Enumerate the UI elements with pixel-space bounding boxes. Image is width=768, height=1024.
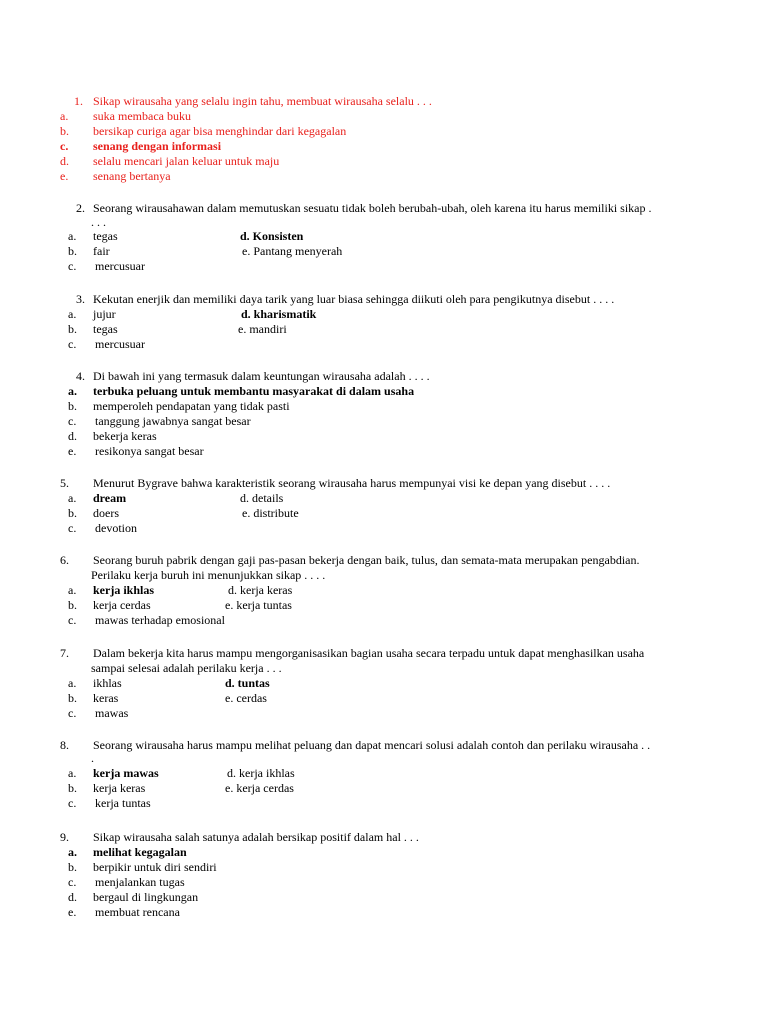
option-letter: d.: [68, 429, 77, 443]
option-text: tegas: [93, 229, 118, 243]
option-text: berpikir untuk diri sendiri: [93, 860, 217, 874]
question-number: 4.: [76, 369, 85, 383]
question-number: 6.: [60, 553, 69, 567]
question-number: 3.: [76, 292, 85, 306]
question-1: [60, 94, 700, 184]
question-8: [60, 738, 700, 811]
option-text-answer: kerja mawas: [93, 766, 159, 780]
option-letter: a.: [60, 109, 69, 123]
option-letter: a.: [68, 307, 77, 321]
option-letter: d.: [68, 890, 77, 904]
option-text: menjalankan tugas: [95, 875, 185, 889]
option-text: memperoleh pendapatan yang tidak pasti: [93, 399, 290, 413]
option-text: mawas: [95, 706, 129, 720]
question-text: Sikap wirausaha yang selalu ingin tahu, membuat wirausaha selalu . . .: [93, 94, 432, 108]
option-text: suka membaca buku: [93, 109, 191, 123]
option-text: fair: [93, 244, 110, 258]
question-2: [60, 201, 700, 274]
option-letter: b.: [68, 506, 77, 520]
question-text: Seorang wirausaha harus mampu melihat peluang dan dapat mencari solusi adalah contoh dan perilaku wirausaha . .: [93, 738, 651, 752]
option-text-answer: d. Konsisten: [240, 229, 304, 243]
option-text: selalu mencari jalan keluar untuk maju: [93, 154, 280, 168]
option-letter: c.: [68, 521, 77, 535]
option-text: d. kerja ikhlas: [227, 766, 295, 780]
option-text: tegas: [93, 322, 118, 336]
option-text: tanggung jawabnya sangat besar: [95, 414, 251, 428]
option-letter: b.: [68, 781, 77, 795]
option-letter: d.: [60, 154, 69, 168]
option-text-answer: kerja ikhlas: [93, 583, 155, 597]
question-number: 2.: [76, 201, 85, 215]
question-text-continuation: Perilaku kerja buruh ini menunjukkan sikap . . . .: [91, 568, 326, 582]
option-letter: e.: [68, 444, 77, 458]
option-text-answer: senang dengan informasi: [93, 139, 222, 153]
option-letter: b.: [68, 322, 77, 336]
option-text: e. Pantang menyerah: [242, 244, 343, 258]
option-text: kerja cerdas: [93, 598, 151, 612]
option-text-answer: d. tuntas: [225, 676, 270, 690]
option-letter: c.: [68, 613, 77, 627]
option-letter: b.: [68, 598, 77, 612]
option-text: membuat rencana: [95, 905, 180, 919]
question-text-continuation: .: [91, 751, 94, 765]
option-text: keras: [93, 691, 119, 705]
question-3: [60, 292, 700, 352]
question-text: Dalam bekerja kita harus mampu mengorganisasikan bagian usaha secara terpadu untuk dapat menghasilkan usaha: [93, 646, 645, 660]
option-letter: b.: [68, 691, 77, 705]
option-text: senang bertanya: [93, 169, 171, 183]
option-letter: c.: [68, 259, 77, 273]
question-text: Kekutan enerjik dan memiliki daya tarik yang luar biasa sehingga diikuti oleh para pengikutnya disebut . . . .: [93, 292, 615, 306]
option-text: mercusuar: [95, 259, 145, 273]
option-text: d. kerja keras: [228, 583, 293, 597]
option-text: d. details: [240, 491, 284, 505]
question-number: 9.: [60, 830, 69, 844]
question-number: 5.: [60, 476, 69, 490]
option-letter: e.: [60, 169, 69, 183]
option-letter: b.: [68, 860, 77, 874]
question-text-continuation: sampai selesai adalah perilaku kerja . . .: [91, 661, 282, 675]
option-letter: a.: [68, 676, 77, 690]
question-9: [60, 830, 700, 920]
option-text: bersikap curiga agar bisa menghindar dari kegagalan: [93, 124, 347, 138]
question-number: 1.: [74, 94, 83, 108]
option-text: e. distribute: [242, 506, 299, 520]
question-4: [60, 369, 700, 459]
question-text: Sikap wirausaha salah satunya adalah bersikap positif dalam hal . . .: [93, 830, 419, 844]
option-text: doers: [93, 506, 119, 520]
option-text: resikonya sangat besar: [95, 444, 204, 458]
question-number: 7.: [60, 646, 69, 660]
option-text: kerja keras: [93, 781, 146, 795]
option-text: e. cerdas: [225, 691, 267, 705]
option-letter: b.: [60, 124, 69, 138]
option-text: e. kerja tuntas: [225, 598, 292, 612]
option-text-answer: melihat kegagalan: [93, 845, 187, 859]
option-letter: b.: [68, 399, 77, 413]
option-letter: a.: [68, 384, 77, 398]
option-text: devotion: [95, 521, 137, 535]
option-text: bekerja keras: [93, 429, 157, 443]
option-letter: e.: [68, 905, 77, 919]
option-letter: a.: [68, 766, 77, 780]
option-letter: a.: [68, 583, 77, 597]
option-letter: c.: [68, 875, 77, 889]
question-text: Seorang buruh pabrik dengan gaji pas-pasan bekerja dengan baik, tulus, dan semata-mata merupakan pengabdian.: [93, 553, 640, 567]
question-text: Di bawah ini yang termasuk dalam keuntungan wirausaha adalah . . . .: [93, 369, 430, 383]
option-text: mawas terhadap emosional: [95, 613, 225, 627]
option-text: mercusuar: [95, 337, 145, 351]
option-text: e. mandiri: [238, 322, 287, 336]
option-letter: c.: [68, 706, 77, 720]
question-5: [60, 476, 700, 536]
question-text: Seorang wirausahawan dalam memutuskan sesuatu tidak boleh berubah-ubah, oleh karena itu harus memiliki sikap .: [93, 201, 652, 215]
option-letter: a.: [68, 229, 77, 243]
option-text-answer: dream: [93, 491, 127, 505]
question-6: [60, 553, 700, 628]
option-letter: c.: [68, 414, 77, 428]
option-letter: b.: [68, 244, 77, 258]
option-text-answer: terbuka peluang untuk membantu masyarakat di dalam usaha: [93, 384, 415, 398]
option-text: kerja tuntas: [95, 796, 151, 810]
option-letter: a.: [68, 845, 77, 859]
question-text-continuation: . . .: [91, 215, 106, 229]
option-text-answer: d. kharismatik: [241, 307, 317, 321]
option-text: jujur: [93, 307, 116, 321]
question-number: 8.: [60, 738, 69, 752]
option-letter: c.: [68, 796, 77, 810]
question-text: Menurut Bygrave bahwa karakteristik seorang wirausaha harus mempunyai visi ke depan yang disebut . . . .: [93, 476, 611, 490]
option-text: bergaul di lingkungan: [93, 890, 199, 904]
option-letter: c.: [68, 337, 77, 351]
option-letter: c.: [60, 139, 69, 153]
question-7: [60, 646, 700, 721]
option-letter: a.: [68, 491, 77, 505]
option-text: ikhlas: [93, 676, 122, 690]
option-text: e. kerja cerdas: [225, 781, 294, 795]
